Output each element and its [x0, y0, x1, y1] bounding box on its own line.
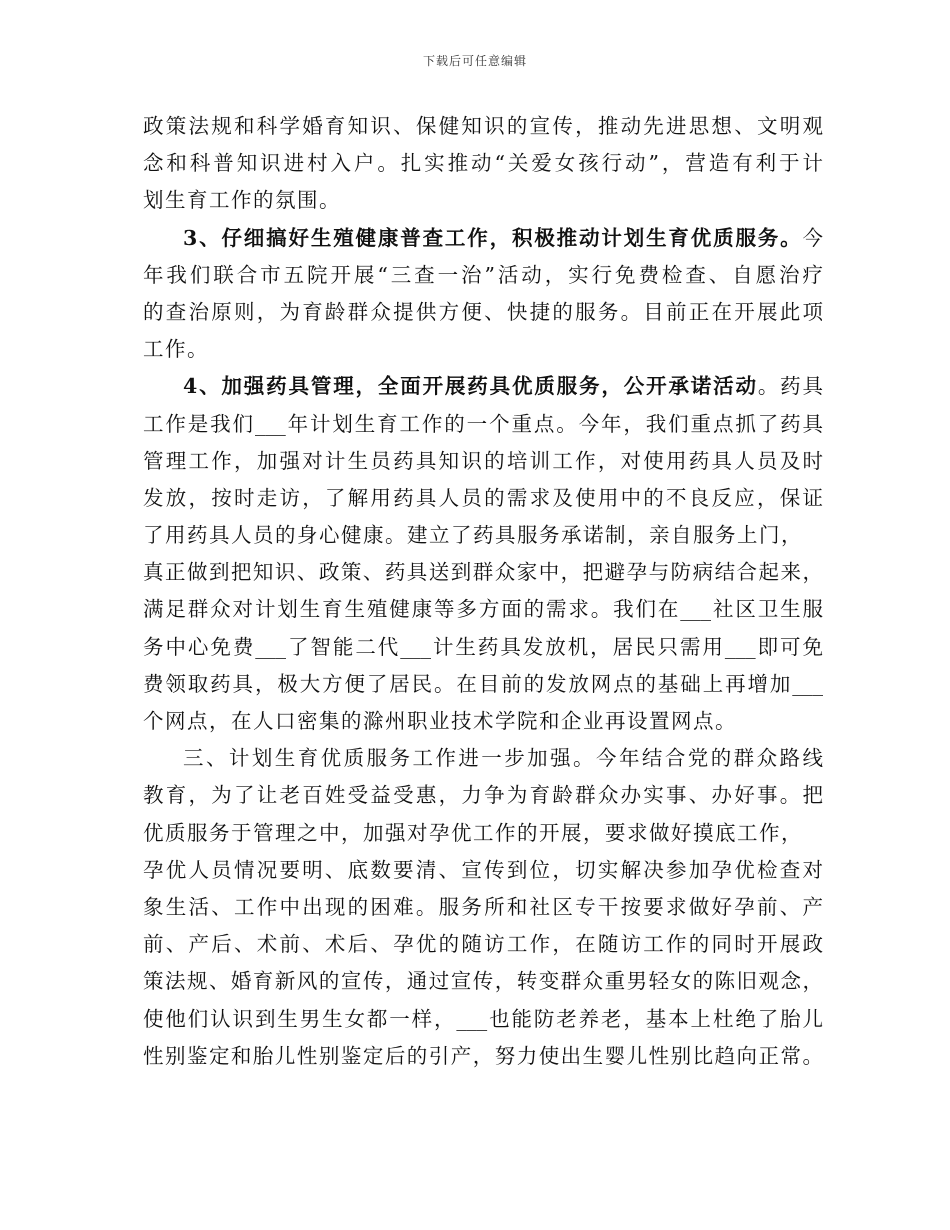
- line-text: 发放，按时走访，了解用药具人员的需求及使用中的不良反应，保证: [143, 485, 823, 510]
- text-line: [143, 852, 823, 889]
- text-line: [143, 331, 823, 368]
- text-line: [143, 591, 823, 628]
- line-text: 教育，为了让老百姓受益受惠，力争为育龄群众办实事、办好事。把: [143, 783, 823, 808]
- line-text: 今: [802, 225, 823, 250]
- line-text: 策法规、婚育新风的宣传，通过宣传，转变群众重男轻女的陈旧观念，: [143, 969, 823, 994]
- line-text: 政策法规和科学婚育知识、保健知识的宣传，推动先进思想、文明观: [143, 114, 823, 138]
- paragraph: [143, 220, 823, 369]
- text-line: [143, 517, 823, 554]
- text-line: [143, 703, 823, 740]
- line-text: 优质服务于管理之中，加强对孕优工作的开展，要求做好摸底工作，: [143, 820, 803, 845]
- text-line: [143, 666, 823, 703]
- line-text: 性别鉴定和胎儿性别鉴定后的引产，努力使出生婴儿性别比趋向正常。: [143, 1043, 823, 1068]
- text-line: [143, 220, 823, 257]
- line-text: 划生育工作的氛围。: [143, 188, 341, 213]
- text-line: [143, 554, 823, 591]
- line-text: 。药具: [757, 374, 824, 399]
- line-text: 工作是我们___年计划生育工作的一个重点。今年，我们重点抓了药具: [143, 411, 823, 436]
- line-text: 真正做到把知识、政策、药具送到群众家中，把避孕与防病结合起来，: [143, 560, 823, 585]
- line-text: 孕优人员情况要明、底数要清、宣传到位，切实解决参加孕优检查对: [143, 857, 823, 882]
- line-text: 象生活、工作中出现的困难。服务所和社区专干按要求做好孕前、产: [143, 894, 823, 919]
- text-line: [143, 1038, 823, 1075]
- line-text: 年我们联合市五院开展“三查一治”活动，实行免费检查、自愿治疗: [143, 262, 823, 287]
- page-header: 下载后可任意编辑: [422, 54, 527, 68]
- text-line: [143, 1001, 823, 1038]
- text-line: [143, 963, 823, 1000]
- document-body: [143, 108, 823, 1075]
- line-text: 了用药具人员的身心健康。建立了药具服务承诺制，亲自服务上门，: [143, 523, 803, 548]
- text-line: [143, 629, 823, 666]
- text-line: [143, 889, 823, 926]
- text-line: [143, 926, 823, 963]
- paragraph: [143, 108, 823, 220]
- text-line: [143, 443, 823, 480]
- paragraph: [143, 740, 823, 1075]
- bold-heading: 4、加强药具管理，全面开展药具优质服务，公开承诺活动: [183, 374, 758, 399]
- line-text: 使他们认识到生男生女都一样，___也能防老养老，基本上杜绝了胎儿: [143, 1006, 823, 1031]
- text-line: [143, 257, 823, 294]
- line-text: 念和科普知识进村入户。扎实推动“关爱女孩行动”，营造有利于计: [143, 151, 823, 176]
- line-text: 前、产后、术前、术后、孕优的随访工作，在随访工作的同时开展政: [143, 932, 823, 957]
- text-line: [143, 182, 823, 219]
- line-text: 费领取药具，极大方便了居民。在目前的发放网点的基础上再增加___: [143, 671, 823, 696]
- text-line: [143, 368, 823, 405]
- line-text: 务中心免费___了智能二代___计生药具发放机，居民只需用___即可免: [143, 634, 823, 659]
- bold-heading: 3、仔细搞好生殖健康普查工作，积极推动计划生育优质服务。: [183, 225, 803, 250]
- text-line: [143, 740, 823, 777]
- line-text: 的查治原则，为育龄群众提供方便、快捷的服务。目前正在开展此项: [143, 299, 823, 324]
- line-text: 个网点，在人口密集的滁州职业技术学院和企业再设置网点。: [143, 709, 737, 733]
- text-line: [143, 777, 823, 814]
- line-text: 工作。: [143, 337, 209, 362]
- text-line: [143, 108, 823, 145]
- text-line: [143, 294, 823, 331]
- line-text: 满足群众对计划生育生殖健康等多方面的需求。我们在___社区卫生服: [143, 597, 823, 622]
- line-text: 管理工作，加强对计生员药具知识的培训工作，对使用药具人员及时: [143, 448, 823, 473]
- text-line: [143, 815, 823, 852]
- text-line: [143, 145, 823, 182]
- text-line: [143, 480, 823, 517]
- line-text: 三、计划生育优质服务工作进一步加强。今年结合党的群众路线: [183, 746, 823, 771]
- text-line: [143, 406, 823, 443]
- paragraph: [143, 368, 823, 740]
